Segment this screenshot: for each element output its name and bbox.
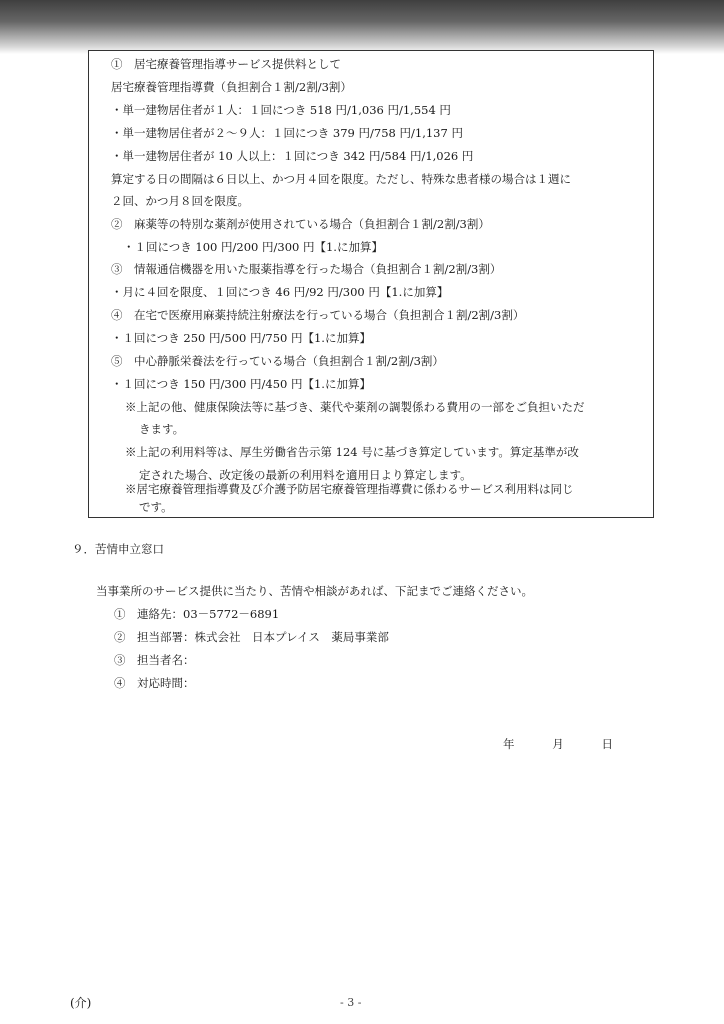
fee-remark: きます。	[139, 422, 185, 436]
fee-item-3-heading: ③ 情報通信機器を用いた服薬指導を行った場合（負担割合１割/2割/3割）	[111, 262, 502, 276]
contact-hours: ④ 対応時間：	[114, 676, 195, 690]
fee-line: ・単一建物居住者が２～９人：１回につき 379 円/758 円/1,137 円	[111, 126, 463, 140]
fee-line: ・１回につき 100 円/200 円/300 円【1.に加算】	[123, 240, 383, 254]
fee-line: ・単一建物居住者が 10 人以上：１回につき 342 円/584 円/1,026 円	[111, 149, 474, 163]
fee-line: ・１回につき 250 円/500 円/750 円【1.に加算】	[111, 331, 371, 345]
fee-note: 算定する日の間隔は６日以上、かつ月４回を限度。ただし、特殊な患者様の場合は１週に	[111, 172, 571, 186]
fee-line: ・１回につき 150 円/300 円/450 円【1.に加算】	[111, 377, 371, 391]
fee-item-1-heading: ① 居宅療養管理指導サービス提供料として	[111, 57, 341, 71]
fee-remark: ※上記の利用料等は、厚生労働省告示第 124 号に基づき算定しています。算定基準が改	[125, 445, 579, 459]
fee-line: ・月に４回を限度、１回につき 46 円/92 円/300 円【1.に加算】	[111, 285, 449, 299]
contact-phone: ① 連絡先：03－5772－6891	[114, 607, 280, 621]
fee-item-2-heading: ② 麻薬等の特別な薬剤が使用されている場合（負担割合１割/2割/3割）	[111, 217, 490, 231]
fee-remark: ※居宅療養管理指導費及び介護予防居宅療養管理指導費に係わるサービス利用料は同じ	[125, 482, 574, 496]
contact-department: ② 担当部署：株式会社 日本プレイス 薬局事業部	[114, 630, 389, 644]
fee-remark: 定された場合、改定後の最新の利用料を適用日より算定します。	[139, 468, 472, 482]
fee-remark: ※上記の他、健康保険法等に基づき、薬代や薬剤の調製係わる費用の一部をご負担いただ	[125, 400, 585, 414]
complaint-section-title: ９．苦情申立窓口	[72, 542, 164, 556]
complaint-intro: 当事業所のサービス提供に当たり、苦情や相談があれば、下記までご連絡ください。	[96, 584, 533, 598]
scan-artifact	[0, 0, 724, 54]
date-month: 月	[552, 737, 564, 751]
fee-box	[88, 50, 654, 518]
contact-person: ③ 担当者名：	[114, 653, 195, 667]
fee-item-4-heading: ④ 在宅で医療用麻薬持続注射療法を行っている場合（負担割合１割/2割/3割）	[111, 308, 525, 322]
fee-item-1-subheading: 居宅療養管理指導費（負担割合１割/2割/3割）	[111, 80, 352, 94]
page-number: - 3 -	[340, 996, 362, 1009]
fee-remark: です。	[139, 500, 173, 514]
footer-mark: (介)	[70, 996, 92, 1010]
fee-note: ２回、かつ月８回を限度。	[111, 194, 249, 208]
fee-line: ・単一建物居住者が１人：１回につき 518 円/1,036 円/1,554 円	[111, 103, 451, 117]
date-line	[503, 736, 613, 752]
date-day: 日	[601, 737, 613, 751]
date-year: 年	[503, 737, 515, 751]
fee-item-5-heading: ⑤ 中心静脈栄養法を行っている場合（負担割合１割/2割/3割）	[111, 354, 444, 368]
